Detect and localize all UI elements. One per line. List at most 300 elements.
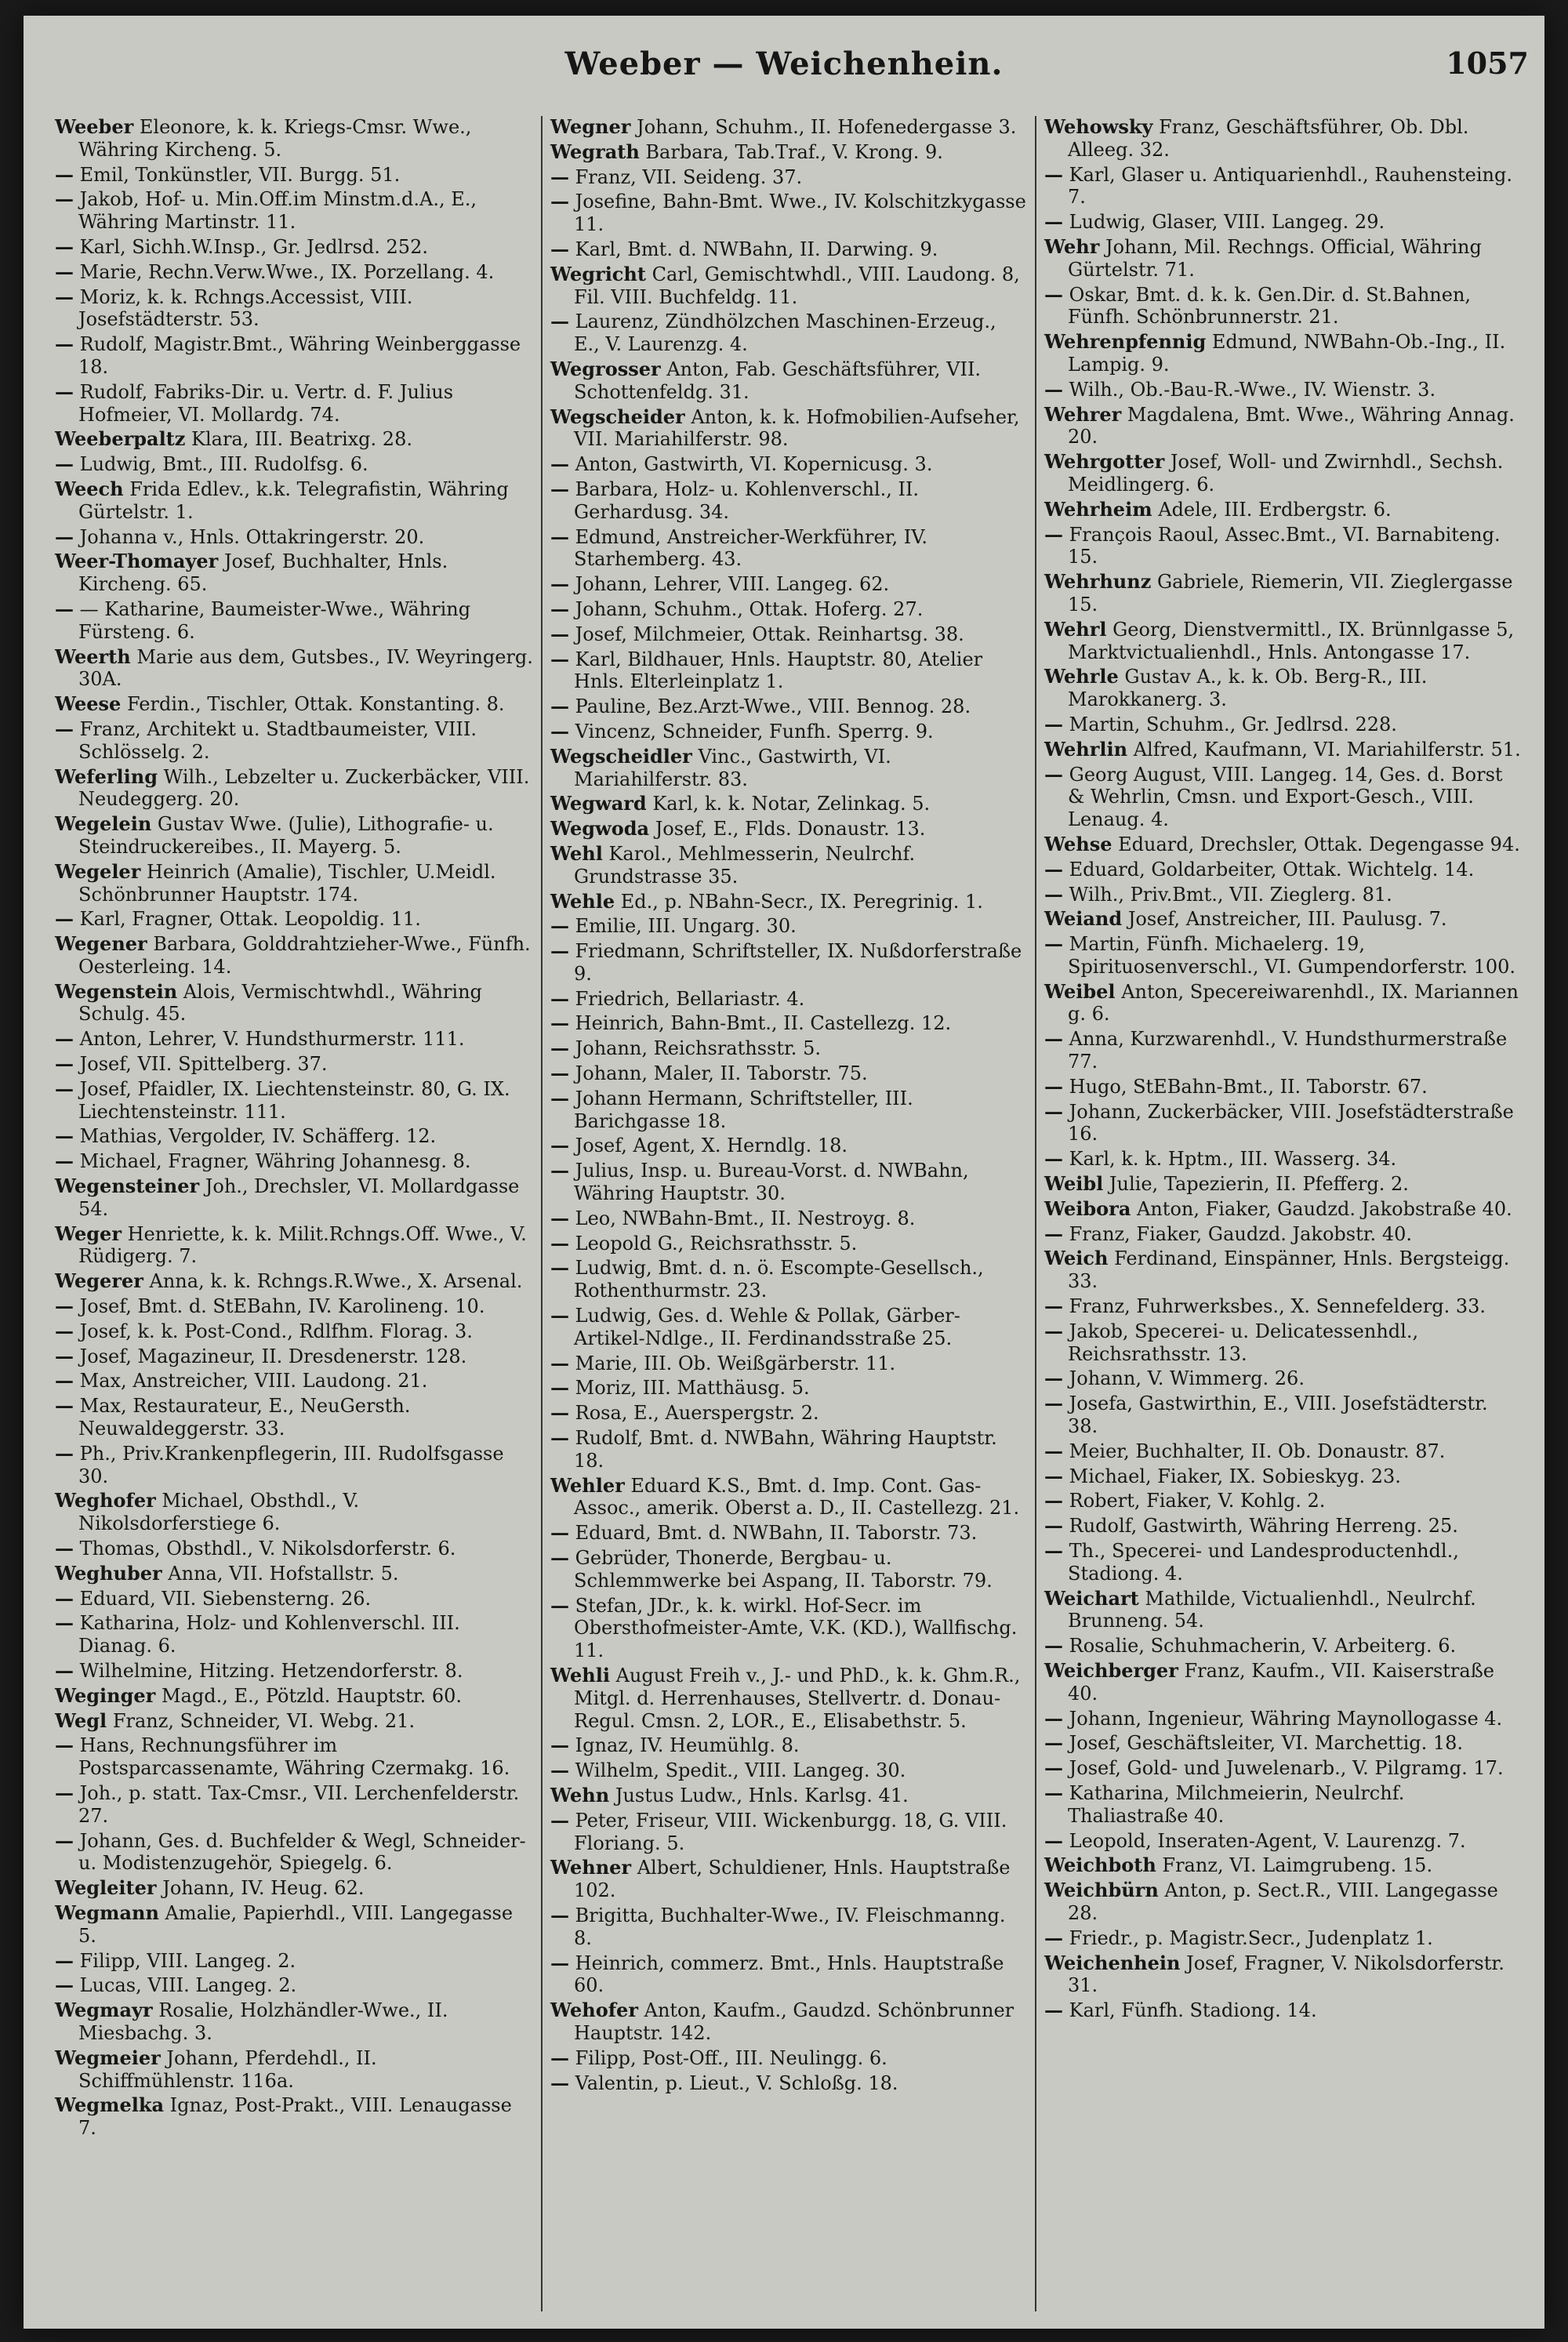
column-1 (47, 116, 541, 2311)
entry-surname: Wehli (550, 1664, 610, 1687)
directory-entry (550, 166, 1027, 189)
entry-details: Th., Specerei- und Landesproductenhdl., Stadiong. 4. (1068, 1540, 1459, 1585)
entry-surname: — (1044, 1634, 1063, 1658)
entry-surname: — (1044, 932, 1063, 956)
entry-surname: — (55, 1077, 74, 1100)
entry-surname: — (1044, 1222, 1063, 1245)
entry-details: Max, Restaurateur, E., NeuGersth. Neuwaldeggerstr. 33. (78, 1395, 411, 1440)
entry-details: Johann, Maler, II. Taborstr. 75. (575, 1062, 868, 1085)
directory-entry (55, 1877, 533, 1900)
entry-details: Rosa, E., Auerspergstr. 2. (575, 1402, 819, 1425)
entry-details: Alois, Vermischtwhdl., Währing Schulg. 45. (78, 980, 482, 1026)
entry-details: Gebrüder, Thonerde, Bergbau- u. Schlemmwerke bei Aspang, II. Taborstr. 79. (574, 1547, 993, 1592)
directory-entry (550, 598, 1027, 621)
entry-details: Hugo, StEBahn-Bmt., II. Taborstr. 67. (1069, 1075, 1428, 1098)
directory-entry (1044, 1708, 1521, 1730)
entry-details: Ludwig, Glaser, VIII. Langeg. 29. (1069, 211, 1385, 234)
entry-details: Johann, Schuhm., II. Hofenedergasse 3. (637, 116, 1017, 138)
directory-entry (1044, 666, 1521, 711)
directory-entry (1044, 1540, 1521, 1585)
directory-entry (550, 915, 1027, 938)
directory-entry (1044, 1198, 1521, 1221)
directory-entry (1044, 1854, 1521, 1877)
entry-surname: — (1044, 1489, 1063, 1512)
entry-details: Anton, k. k. Hofmobilien-Aufseher, VII. Mariahilferstr. 98. (574, 405, 1020, 451)
entry-details: Karl, Bmt. d. NWBahn, II. Darwing. 9. (575, 238, 938, 260)
entry-details: Georg August, VIII. Langeg. 14, Ges. d. Borst & Wehrlin, Cmsn. und Export-Gesch., VIII. Lenaug. 4. (1068, 763, 1503, 831)
entry-details: Moriz, III. Matthäusg. 5. (575, 1377, 810, 1400)
directory-entry (1044, 619, 1521, 664)
directory-entry (1044, 1223, 1521, 1246)
entry-surname: Wehl (550, 841, 603, 865)
directory-entry (550, 1087, 1027, 1133)
entry-details: Johann, Ges. d. Buchfelder & Wegl, Schneider- u. Modistenzugehör, Spiegelg. 6. (78, 1829, 526, 1875)
entry-surname: — (550, 1231, 569, 1255)
entry-surname: — (1044, 1392, 1063, 1415)
directory-entry (1044, 1076, 1521, 1098)
entry-surname: — (550, 2046, 569, 2069)
entry-surname: Wegeler (55, 859, 141, 883)
directory-entry (1044, 1782, 1521, 1828)
entry-surname: — (550, 1206, 569, 1229)
entry-details: Johann, Zuckerbäcker, VIII. Josefstädterstraße 16. (1068, 1100, 1514, 1146)
entry-details: Eduard K.S., Bmt. d. Imp. Cont. Gas-Assoc., amerik. Oberst a. D., II. Castellezg. 21. (574, 1474, 1020, 1520)
entry-details: Anna, VII. Hofstallstr. 5. (168, 1562, 399, 1585)
entry-surname: — (1044, 1099, 1063, 1123)
entry-details: Friedrich, Bellariastr. 4. (575, 987, 805, 1010)
entry-surname: — (55, 379, 74, 403)
entry-surname: — (1044, 1514, 1063, 1538)
entry-surname: — (55, 1149, 74, 1173)
entry-details: Amalie, Papierhdl., VIII. Langegasse 5. (78, 1901, 514, 1947)
directory-entry (550, 1377, 1027, 1400)
entry-details: Josef, VII. Spittelberg. 37. (79, 1053, 328, 1076)
directory-entry (1044, 524, 1521, 569)
entry-details: Josef, k. k. Post-Cond., Rdlfhm. Florag. 3. (79, 1320, 473, 1342)
entry-surname: Wegmann (55, 1901, 159, 1924)
directory-entry (550, 1595, 1027, 1662)
directory-entry (55, 1125, 533, 1148)
entry-details: Johann, V. Wimmerg. 26. (1069, 1367, 1305, 1390)
entry-details: Josef, Agent, X. Herndlg. 18. (575, 1135, 848, 1157)
entry-details: Anton, Lehrer, V. Hundsthurmerstr. 111. (79, 1028, 465, 1051)
entry-details: — Katharine, Baumeister-Wwe., Währing Fürsteng. 6. (78, 597, 471, 643)
entry-details: Julius, Insp. u. Bureau-Vorst. d. NWBahn, Währing Hauptstr. 30. (574, 1160, 969, 1205)
entry-details: Barbara, Holz- u. Kohlenverschl., II. Gerhardusg. 34. (574, 477, 920, 523)
directory-entry (1044, 499, 1521, 521)
directory-entry (55, 1295, 533, 1318)
entry-surname: — (550, 1086, 569, 1109)
entry-surname: — (550, 1159, 569, 1182)
directory-entry (1044, 236, 1521, 281)
directory-entry (550, 1522, 1027, 1545)
entry-details: Karl, Bildhauer, Hnls. Hauptstr. 80, Atelier Hnls. Elterleinplatz 1. (574, 648, 983, 693)
entry-details: Moriz, k. k. Rchngs.Accessist, VIII. Josefstädterstr. 53. (78, 285, 413, 331)
directory-entry (55, 2094, 533, 2140)
directory-entry (55, 1782, 533, 1828)
page-header (24, 45, 1544, 100)
directory-entry (55, 526, 533, 549)
entry-surname: Wegener (55, 932, 147, 956)
entry-details: Adele, III. Erdbergstr. 6. (1158, 498, 1392, 521)
entry-details: August Freih v., J.- und PhD., k. k. Ghm.R., Mitgl. d. Herrenhauses, Stellvertr. d. Donau-Regul. Cmsn. 2, LOR., E., Elisabethstr. 5. (574, 1665, 1021, 1732)
entry-surname: — (550, 1376, 569, 1400)
directory-entry (550, 1257, 1027, 1302)
directory-entry (550, 453, 1027, 476)
entry-details: Heinrich, commerz. Bmt., Hnls. Hauptstraße 60. (574, 1952, 1004, 1997)
entry-surname: — (1044, 1367, 1063, 1390)
entry-surname: Weerth (55, 645, 131, 668)
directory-entry (55, 1223, 533, 1269)
entry-surname: — (550, 695, 569, 718)
entry-surname: — (550, 1951, 569, 1974)
directory-entry (550, 1037, 1027, 1060)
entry-surname: — (1044, 1926, 1063, 1949)
entry-details: Joh., p. statt. Tax-Cmsr., VII. Lerchenfelderstr. 27. (78, 1781, 520, 1827)
entry-details: Michael, Obsthdl., V. Nikolsdorferstiege 6. (78, 1490, 360, 1535)
directory-entry (1044, 211, 1521, 234)
entry-surname: — (1044, 1294, 1063, 1318)
entry-surname: Wehn (550, 1783, 610, 1806)
entry-details: Gustav Wwe. (Julie), Lithografie- u. Steindruckereibes., II. Mayerg. 5. (78, 813, 494, 858)
entry-surname: — (1044, 162, 1063, 186)
directory-entry (550, 988, 1027, 1011)
entry-details: Wilh., Priv.Bmt., VII. Zieglerg. 81. (1069, 883, 1392, 906)
entry-surname: — (1044, 1731, 1063, 1755)
entry-surname: — (550, 1011, 569, 1035)
directory-entry (55, 1734, 533, 1780)
directory-entry (55, 381, 533, 427)
entry-surname: Weichberger (1044, 1659, 1178, 1682)
directory-entry (1044, 164, 1521, 209)
entry-surname: — (550, 310, 569, 333)
directory-entry (1044, 1320, 1521, 1366)
directory-entry (550, 1427, 1027, 1472)
entry-details: Josef, Woll- und Zwirnhdl., Sechsh. Meidlingerg. 6. (1068, 451, 1504, 496)
directory-entry (550, 623, 1027, 646)
directory-entry (55, 908, 533, 931)
directory-entry (55, 1588, 533, 1610)
entry-surname: — (55, 1394, 74, 1418)
directory-entry (1044, 1392, 1521, 1438)
directory-entry (55, 933, 533, 979)
entry-surname: — (55, 597, 74, 620)
entry-details: Eduard, Bmt. d. NWBahn, II. Taborstr. 73. (575, 1522, 978, 1545)
directory-columns (47, 116, 1529, 2311)
entry-details: Wilh., Lebzelter u. Zuckerbäcker, VIII. Neudeggerg. 20. (78, 765, 530, 811)
entry-surname: — (1044, 1828, 1063, 1852)
entry-details: Ed., p. NBahn-Secr., IX. Peregrinig. 1. (620, 890, 983, 913)
entry-surname: Wehner (550, 1856, 632, 1879)
directory-entry (1044, 1465, 1521, 1488)
directory-entry (55, 1175, 533, 1221)
entry-details: Laurenz, Zündhölzchen Maschinen-Erzeug., E., V. Laurenzg. 4. (574, 310, 996, 356)
entry-details: Joh., Drechsler, VI. Mollardgasse 54. (78, 1175, 520, 1220)
entry-surname: — (1044, 1756, 1063, 1780)
entry-details: Johann, Lehrer, VIII. Langeg. 62. (575, 573, 890, 596)
directory-entry (550, 191, 1027, 236)
entry-details: François Raoul, Assec.Bmt., VI. Barnabiteng. 15. (1068, 523, 1501, 568)
entry-surname: — (55, 1369, 74, 1392)
entry-details: Eleonore, k. k. Kriegs-Cmsr. Wwe., Währing Kircheng. 5. (78, 116, 472, 161)
directory-entry (55, 1320, 533, 1343)
entry-details: Ph., Priv.Krankenpflegerin, III. Rudolfsgasse 30. (78, 1442, 504, 1487)
entry-surname: Weeberpaltz (55, 427, 186, 451)
entry-surname: Wegmayr (55, 1999, 153, 2022)
entry-details: Anna, k. k. Rchngs.R.Wwe., X. Arsenal. (149, 1270, 523, 1293)
entry-surname: Wehowsky (1044, 116, 1153, 138)
entry-surname: — (55, 1294, 74, 1318)
entry-details: Karol., Mehlmesserin, Neulrchf. Grundstrasse 35. (574, 842, 916, 888)
directory-entry (1044, 1927, 1521, 1950)
entry-surname: Wehr (1044, 234, 1100, 258)
entry-surname: — (550, 719, 569, 743)
entry-surname: — (550, 1304, 569, 1327)
entry-surname: — (1044, 1027, 1063, 1051)
entry-surname: — (55, 1734, 74, 1757)
directory-entry (1044, 1830, 1521, 1853)
directory-entry (55, 1078, 533, 1124)
entry-details: Wilh., Ob.-Bau-R.-Wwe., IV. Wienstr. 3. (1069, 378, 1436, 401)
entry-details: Eduard, Goldarbeiter, Ottak. Wichtelg. 14. (1069, 858, 1475, 881)
directory-entry (1044, 571, 1521, 616)
entry-details: Katharina, Milchmeierin, Neulrchf. Thaliastraße 40. (1068, 1781, 1405, 1827)
entry-surname: — (1044, 1539, 1063, 1563)
entry-surname: — (550, 1903, 569, 1926)
entry-details: Hans, Rechnungsführer im Postsparcassenamte, Währing Czermakg. 16. (78, 1734, 510, 1780)
entry-details: Johann Hermann, Schriftsteller, III. Barichgasse 18. (574, 1087, 913, 1132)
directory-entry (55, 428, 533, 451)
directory-entry (1044, 1660, 1521, 1705)
directory-entry (1044, 764, 1521, 831)
directory-entry (55, 1345, 533, 1368)
directory-entry (550, 1012, 1027, 1035)
entry-surname: Weibel (1044, 979, 1116, 1003)
directory-entry (1044, 1148, 1521, 1171)
directory-entry (550, 721, 1027, 743)
entry-surname: — (55, 332, 74, 356)
entry-surname: — (55, 1973, 74, 1997)
directory-entry (550, 1810, 1027, 1855)
entry-details: Jakob, Specerei- u. Delicatessenhdl., Reichsrathsstr. 13. (1068, 1320, 1419, 1365)
entry-surname: — (1044, 1464, 1063, 1487)
directory-entry (55, 1538, 533, 1560)
entry-details: Ignaz, Post-Prakt., VIII. Lenaugasse 7. (78, 2094, 512, 2140)
directory-entry (1044, 833, 1521, 856)
directory-entry (550, 695, 1027, 718)
entry-details: Karl, Fragner, Ottak. Leopoldig. 11. (79, 908, 421, 931)
entry-details: Josef, Magazineur, II. Dresdenerstr. 128. (79, 1345, 467, 1367)
entry-details: Barbara, Tab.Traf., V. Krong. 9. (645, 140, 943, 163)
directory-entry (1044, 981, 1521, 1026)
entry-details: Alfred, Kaufmann, VI. Mariahilferstr. 51. (1133, 738, 1521, 761)
entry-details: Karl, Fünfh. Stadiong. 14. (1069, 1999, 1317, 2022)
entry-details: Julie, Tapezierin, II. Pfefferg. 2. (1109, 1173, 1409, 1196)
directory-entry (55, 813, 533, 859)
directory-entry (1044, 404, 1521, 449)
entry-details: Franz, VI. Laimgrubeng. 15. (1162, 1854, 1433, 1877)
directory-entry (550, 238, 1027, 261)
entry-details: Rudolf, Fabriks-Dir. u. Vertr. d. F. Julius Hofmeier, VI. Mollardg. 74. (78, 380, 454, 426)
entry-surname: Wehrle (1044, 665, 1119, 688)
entry-details: Thomas, Obsthdl., V. Nikolsdorferstr. 6. (79, 1538, 456, 1560)
entry-surname: — (55, 162, 74, 186)
directory-entry (1044, 331, 1521, 376)
entry-surname: Wehse (1044, 832, 1112, 855)
entry-details: Anna, Kurzwarenhdl., V. Hundsthurmerstraße 77. (1068, 1028, 1508, 1073)
entry-surname: Wegrosser (550, 357, 661, 380)
entry-details: Vincenz, Schneider, Funfh. Sperrg. 9. (575, 720, 934, 743)
entry-surname: Wegmelka (55, 2093, 165, 2117)
directory-entry (55, 550, 533, 596)
entry-surname: — (1044, 857, 1063, 881)
entry-surname: — (550, 1734, 569, 1757)
entry-surname: Wehrheim (1044, 497, 1152, 521)
entry-surname: — (1044, 377, 1063, 401)
directory-entry (550, 406, 1027, 452)
entry-details: Anton, Gastwirth, VI. Kopernicusg. 3. (575, 453, 933, 476)
entry-surname: — (550, 477, 569, 500)
entry-details: Meier, Buchhalter, II. Ob. Donaustr. 87. (1069, 1440, 1446, 1462)
entry-surname: Wehrgotter (1044, 450, 1165, 474)
entry-details: Marie, III. Ob. Weißgärberstr. 11. (575, 1352, 896, 1374)
entry-surname: Wehrer (1044, 402, 1122, 426)
directory-entry (550, 1665, 1027, 1732)
entry-surname: — (1044, 1319, 1063, 1342)
entry-surname: Wegscheidler (550, 744, 692, 768)
entry-details: Frida Edlev., k.k. Telegrafistin, Währing Gürtelstr. 1. (78, 477, 509, 523)
entry-details: Peter, Friseur, VIII. Wickenburgg. 18, G. VIII. Floriang. 5. (574, 1809, 1007, 1854)
directory-entry (55, 286, 533, 332)
entry-surname: Weeber (55, 116, 134, 138)
entry-details: Eduard, Drechsler, Ottak. Degengasse 94. (1118, 833, 1520, 855)
directory-entry (55, 116, 533, 162)
entry-details: Stefan, JDr., k. k. wirkl. Hof-Secr. im Obersthofmeister-Amte, V.K. (KD.), Wallfischg. 11. (574, 1594, 1018, 1662)
entry-surname: — (1044, 282, 1063, 306)
directory-entry (1044, 1440, 1521, 1463)
entry-surname: Weferling (55, 764, 158, 788)
directory-entry (550, 1785, 1027, 1807)
directory-entry (1044, 1757, 1521, 1780)
entry-surname: — (550, 190, 569, 213)
entry-details: Franz, Fiaker, Gaudzd. Jakobstr. 40. (1069, 1222, 1412, 1245)
entry-details: Anton, Fiaker, Gaudzd. Jakobstraße 40. (1137, 1197, 1512, 1220)
directory-entry (1044, 1367, 1521, 1390)
entry-details: Heinrich (Amalie), Tischler, U.Meidl. Schönbrunner Hauptstr. 174. (78, 860, 496, 906)
entry-surname: Wegelein (55, 812, 152, 836)
page-title: Weeber — Weichenhein. (564, 45, 1004, 82)
entry-details: Jakob, Hof- u. Min.Off.im Minstm.d.A., E., Währing Martinstr. 11. (78, 188, 477, 234)
entry-details: Karl, Sichh.W.Insp., Gr. Jedlrsd. 252. (79, 235, 428, 258)
entry-details: Franz, Architekt u. Stadtbaumeister, VIII. Schlösselg. 2. (78, 717, 477, 763)
directory-entry (550, 1062, 1027, 1085)
entry-details: Brigitta, Buchhalter-Wwe., IV. Fleischmanng. 8. (574, 1904, 1006, 1949)
entry-details: Michael, Fiaker, IX. Sobieskyg. 23. (1069, 1465, 1401, 1487)
entry-surname: — (550, 914, 569, 938)
entry-details: Franz, Fuhrwerksbes., X. Sennefelderg. 33. (1069, 1295, 1486, 1318)
directory-entry (550, 573, 1027, 596)
directory-entry (550, 793, 1027, 815)
directory-entry (550, 116, 1027, 139)
entry-surname: — (55, 260, 74, 283)
entry-surname: Wegward (550, 792, 647, 815)
entry-details: Johann, Ingenieur, Währing Maynollogasse 4. (1069, 1707, 1503, 1730)
directory-entry (55, 236, 533, 259)
entry-details: Franz, Geschäftsführer, Ob. Dbl. Alleeg. 32. (1068, 116, 1469, 161)
entry-surname: Wegleiter (55, 1876, 157, 1900)
entry-details: Georg, Dienstvermittl., IX. Brünnlgasse 5, Marktvictualienhdl., Hnls. Antongasse 17. (1068, 618, 1515, 663)
directory-entry (55, 1902, 533, 1948)
directory-entry (550, 1233, 1027, 1255)
entry-details: Michael, Fragner, Währing Johannesg. 8. (79, 1150, 471, 1173)
entry-details: Karl, Glaser u. Antiquarienhdl., Rauhensteing. 7. (1068, 163, 1512, 209)
directory-entry (1044, 1879, 1521, 1925)
entry-surname: Wehle (550, 889, 615, 913)
entry-surname: Wegricht (550, 262, 646, 285)
entry-details: Ludwig, Ges. d. Wehle & Pollak, Gärber-Artikel-Ndlge., II. Ferdinandsstraße 25. (574, 1305, 960, 1349)
directory-entry (1044, 1732, 1521, 1755)
entry-surname: — (1044, 882, 1063, 906)
entry-surname: Weginger (55, 1683, 156, 1707)
entry-details: Gabriele, Riemerin, VII. Zieglergasse 15. (1068, 571, 1513, 615)
entry-surname: — (55, 1319, 74, 1342)
entry-details: Martin, Schuhm., Gr. Jedlrsd. 228. (1069, 713, 1397, 735)
directory-entry (1044, 1588, 1521, 1633)
entry-details: Johann, Pferdehdl., II. Schiffmühlenstr. 116a. (78, 2046, 377, 2092)
entry-surname: — (55, 234, 74, 258)
entry-details: Katharina, Holz- und Kohlenverschl. III. Dianag. 6. (78, 1612, 460, 1658)
entry-details: Mathilde, Victualienhdl., Neulrchf. Brunneng. 54. (1068, 1587, 1476, 1632)
directory-entry (55, 164, 533, 187)
entry-surname: — (550, 1759, 569, 1782)
directory-entry (55, 693, 533, 716)
entry-surname: — (550, 1426, 569, 1450)
entry-details: Edmund, Anstreicher-Werkführer, IV. Starhemberg. 43. (574, 525, 928, 571)
directory-entry (1044, 1952, 1521, 1998)
directory-entry (550, 1857, 1027, 1902)
directory-entry (55, 1370, 533, 1392)
entry-details: Rosalie, Holzhändler-Wwe., II. Miesbachg. 3. (78, 1999, 448, 2044)
entry-surname: — (550, 525, 569, 548)
entry-surname: — (550, 237, 569, 260)
entry-surname: — (55, 452, 74, 476)
entry-details: Johanna v., Hnls. Ottakringerstr. 20. (79, 525, 425, 548)
entry-details: Josef, Gold- und Juwelenarb., V. Pilgramg. 17. (1069, 1757, 1504, 1780)
entry-surname: — (1044, 210, 1063, 234)
entry-details: Gustav A., k. k. Ob. Berg-R., III. Marokkanerg. 3. (1068, 666, 1428, 711)
directory-entry (1044, 1490, 1521, 1512)
directory-entry (550, 940, 1027, 986)
entry-details: Heinrich, Bahn-Bmt., II. Castellezg. 12. (575, 1012, 952, 1035)
directory-entry (1044, 859, 1521, 881)
entry-details: Max, Anstreicher, VIII. Laudong. 21. (79, 1370, 428, 1392)
directory-entry (55, 333, 533, 379)
directory-entry (55, 188, 533, 234)
entry-details: Josefine, Bahn-Bmt. Wwe., IV. Kolschitzkygasse 11. (574, 191, 1026, 236)
entry-details: Edmund, NWBahn-Ob.-Ing., II. Lampig. 9. (1068, 331, 1506, 376)
directory-entry (550, 1734, 1027, 1757)
directory-entry (550, 1305, 1027, 1350)
directory-entry (55, 1999, 533, 2045)
entry-surname: Weghofer (55, 1489, 156, 1512)
entry-surname: Wehrhunz (1044, 570, 1152, 594)
directory-entry (55, 718, 533, 764)
directory-entry (550, 1904, 1027, 1950)
entry-details: Anton, Kaufm., Gaudzd. Schönbrunner Hauptstr. 142. (574, 1999, 1014, 2044)
entry-details: Leo, NWBahn-Bmt., II. Nestroyg. 8. (575, 1207, 916, 1229)
directory-entry (550, 310, 1027, 356)
entry-surname: Weibora (1044, 1196, 1131, 1220)
